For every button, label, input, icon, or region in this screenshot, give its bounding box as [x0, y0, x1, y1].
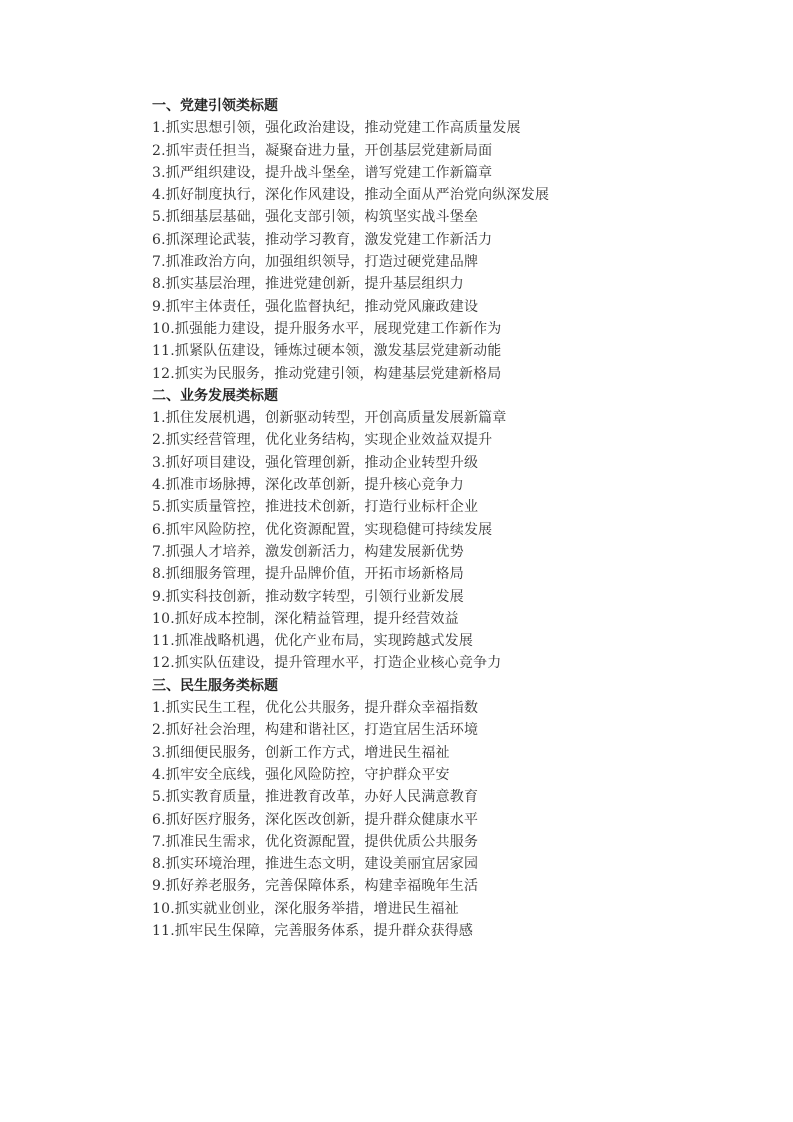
list-item: 4.抓准市场脉搏，深化改革创新，提升核心竞争力	[152, 477, 464, 494]
list-item: 9.抓好养老服务，完善保障体系，构建幸福晚年生活	[152, 878, 479, 895]
list-item: 12.抓实队伍建设，提升管理水平，打造企业核心竞争力	[152, 655, 502, 672]
list-item: 1.抓实民生工程，优化公共服务，提升群众幸福指数	[152, 700, 479, 717]
section-business-development	[152, 385, 772, 675]
section-party-building	[152, 95, 772, 385]
list-item: 1.抓实思想引领，强化政治建设，推动党建工作高质量发展	[152, 120, 521, 137]
list-item: 2.抓好社会治理，构建和谐社区，打造宜居生活环境	[152, 722, 479, 739]
list-item: 1.抓住发展机遇，创新驱动转型，开创高质量发展新篇章	[152, 410, 507, 427]
list-item: 5.抓细基层基础，强化支部引领，构筑坚实战斗堡垒	[152, 209, 479, 226]
list-item: 5.抓实质量管控，推进技术创新，打造行业标杆企业	[152, 499, 479, 516]
list-item: 3.抓细便民服务，创新工作方式，增进民生福祉	[152, 744, 450, 761]
list-item: 6.抓牢风险防控，优化资源配置，实现稳健可持续发展	[152, 521, 493, 538]
list-item: 9.抓牢主体责任，强化监督执纪，推动党风廉政建设	[152, 298, 479, 315]
list-item: 6.抓深理论武装，推动学习教育，激发党建工作新活力	[152, 231, 493, 248]
list-item: 10.抓实就业创业，深化服务举措，增进民生福祉	[152, 900, 459, 917]
list-item: 3.抓严组织建设，提升战斗堡垒，谱写党建工作新篇章	[152, 164, 493, 181]
section-heading: 三、民生服务类标题	[152, 677, 278, 694]
list-item: 3.抓好项目建设，强化管理创新，推动企业转型升级	[152, 454, 479, 471]
list-item: 5.抓实教育质量，推进教育改革，办好人民满意教育	[152, 789, 479, 806]
list-item: 2.抓牢责任担当，凝聚奋进力量，开创基层党建新局面	[152, 142, 493, 159]
section-heading: 一、党建引领类标题	[152, 98, 278, 114]
list-item: 8.抓实环境治理，推进生态文明，建设美丽宜居家园	[152, 856, 479, 873]
list-item: 9.抓实科技创新，推动数字转型，引领行业新发展	[152, 588, 464, 605]
list-item: 2.抓实经营管理，优化业务结构，实现企业效益双提升	[152, 432, 493, 449]
document-body	[152, 95, 772, 942]
list-item: 4.抓好制度执行，深化作风建设，推动全面从严治党向纵深发展	[152, 187, 550, 204]
list-item: 12.抓实为民服务，推动党建引领，构建基层党建新格局	[152, 365, 502, 382]
section-public-service	[152, 675, 772, 943]
list-item: 7.抓强人才培养，激发创新活力，构建发展新优势	[152, 543, 464, 560]
section-heading: 二、业务发展类标题	[152, 387, 278, 404]
list-item: 10.抓强能力建设，提升服务水平，展现党建工作新作为	[152, 320, 502, 337]
list-item: 7.抓准政治方向，加强组织领导，打造过硬党建品牌	[152, 254, 479, 271]
list-item: 6.抓好医疗服务，深化医改创新，提升群众健康水平	[152, 811, 479, 828]
list-item: 7.抓准民生需求，优化资源配置，提供优质公共服务	[152, 833, 479, 850]
list-item: 11.抓准战略机遇，优化产业布局，实现跨越式发展	[152, 633, 474, 650]
list-item: 10.抓好成本控制，深化精益管理，提升经营效益	[152, 610, 459, 627]
list-item: 11.抓牢民生保障，完善服务体系，提升群众获得感	[152, 922, 474, 939]
list-item: 8.抓实基层治理，推进党建创新，提升基层组织力	[152, 276, 464, 293]
list-item: 8.抓细服务管理，提升品牌价值，开拓市场新格局	[152, 566, 464, 583]
list-item: 11.抓紧队伍建设，锤炼过硬本领，激发基层党建新动能	[152, 343, 502, 360]
list-item: 4.抓牢安全底线，强化风险防控，守护群众平安	[152, 766, 450, 783]
